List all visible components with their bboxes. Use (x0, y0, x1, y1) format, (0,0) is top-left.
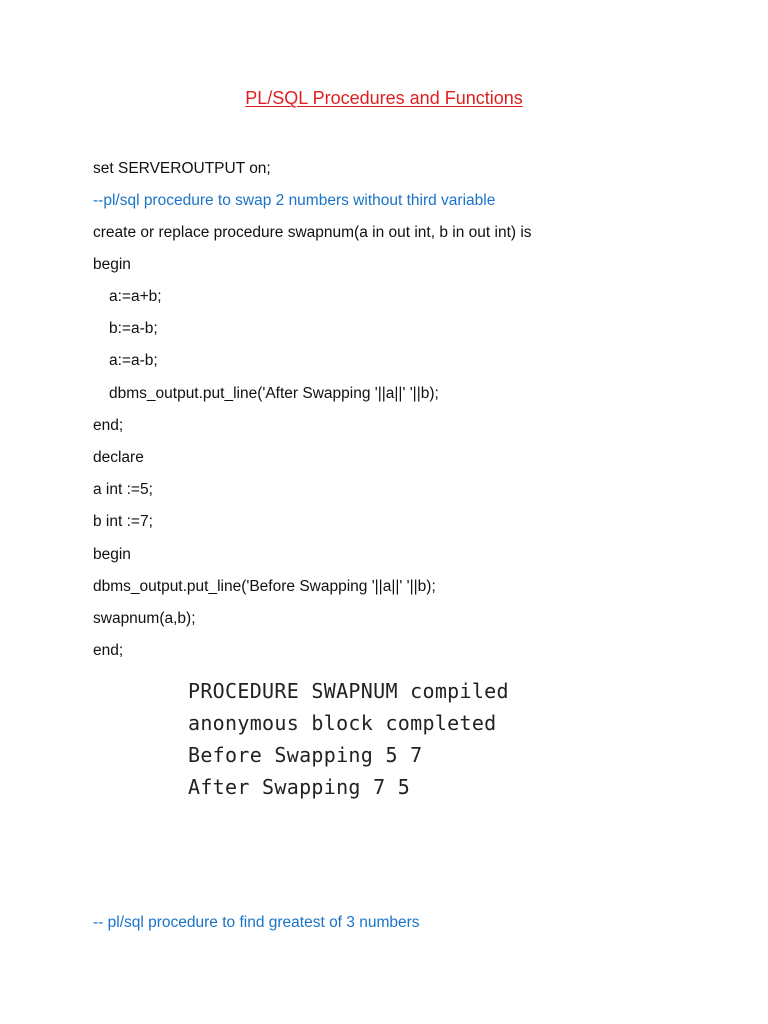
code-line-sub-b: b:=a-b; (109, 320, 158, 337)
code-line-end: end; (93, 417, 124, 434)
page-title: PL/SQL Procedures and Functions (245, 88, 523, 108)
output-line-after: After Swapping 7 5 (188, 775, 411, 799)
output-line-before: Before Swapping 5 7 (188, 743, 423, 767)
code-line-declare: declare (93, 449, 144, 466)
code-line-call-swapnum: swapnum(a,b); (93, 610, 196, 627)
code-line-put-line-after: dbms_output.put_line('After Swapping '||a||' '||b); (109, 385, 439, 402)
next-section-comment: -- pl/sql procedure to find greatest of 3 numbers (93, 914, 420, 931)
code-line-declare-a: a int :=5; (93, 481, 153, 498)
code-comment-swap: --pl/sql procedure to swap 2 numbers without third variable (93, 192, 496, 209)
code-line-put-line-before: dbms_output.put_line('Before Swapping '||a||' '||b); (93, 578, 436, 595)
code-line-begin: begin (93, 256, 131, 273)
code-line-end-block: end; (93, 642, 124, 659)
output-line-anonymous: anonymous block completed (188, 711, 497, 735)
code-line-sub-a: a:=a-b; (109, 352, 158, 369)
code-line-declare-b: b int :=7; (93, 513, 153, 530)
code-line-add: a:=a+b; (109, 288, 162, 305)
code-line-serveroutput: set SERVEROUTPUT on; (93, 160, 271, 177)
code-line-begin-block: begin (93, 546, 131, 563)
code-line-create-procedure: create or replace procedure swapnum(a in out int, b in out int) is (93, 224, 532, 241)
output-line-compiled: PROCEDURE SWAPNUM compiled (188, 679, 509, 703)
